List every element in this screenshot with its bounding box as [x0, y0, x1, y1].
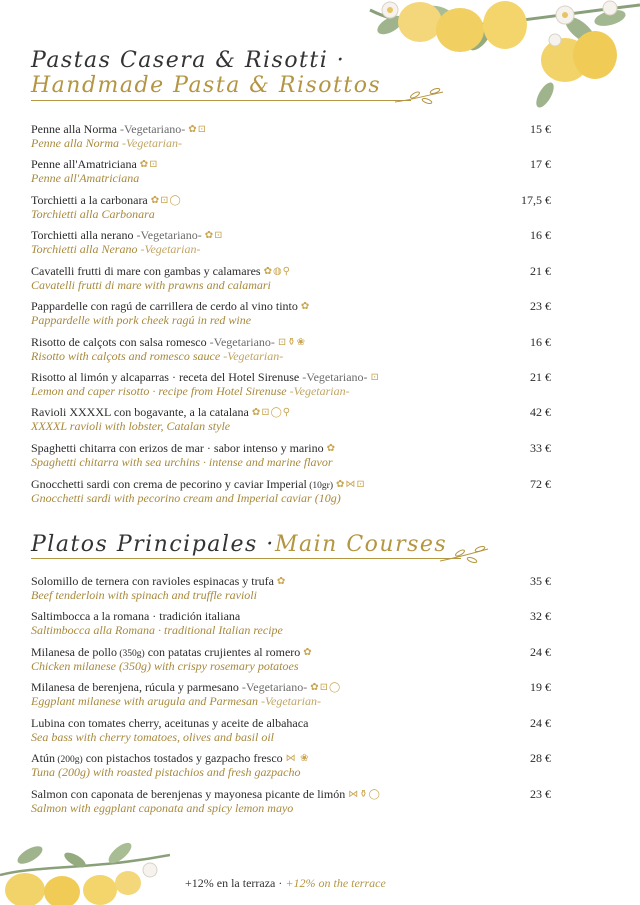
- dish-name-es: Penne all'Amatriciana ✿⊡: [31, 157, 159, 171]
- dish-price: 21 €: [530, 264, 551, 278]
- dish-name-en: Lemon and caper risotto · recipe from Hotel Sirenuse -Vegetarian-: [31, 384, 350, 398]
- dish-name-es: Lubina con tomates cherry, aceitunas y aceite de albahaca: [31, 716, 309, 730]
- dish-price: 28 €: [530, 751, 551, 765]
- menu-item: [31, 228, 551, 257]
- dish-name-es: Ravioli XXXXL con bogavante, a la catalana ✿⊡◯⚲: [31, 405, 292, 419]
- menu-item: [31, 441, 551, 470]
- dish-name-es: Gnocchetti sardi con crema de pecorino y caviar Imperial (10gr) ✿⋈⊡: [31, 477, 366, 491]
- terrace-surcharge-note: +12% en la terraza · +12% on the terrace: [185, 876, 386, 890]
- menu-item: [31, 787, 551, 816]
- dish-name-en: Torchietti alla Nerano -Vegetarian-: [31, 242, 201, 256]
- allergen-icons: ✿: [276, 576, 287, 587]
- menu-item: [31, 299, 551, 328]
- dish-name-en: Tuna (200g) with roasted pistachios and fresh gazpacho: [31, 765, 301, 779]
- menu-item: [31, 716, 551, 745]
- dish-price: 33 €: [530, 441, 551, 455]
- dish-price: 24 €: [530, 716, 551, 730]
- allergen-icons: ⋈⚱◯: [348, 789, 381, 800]
- dish-name-es: Penne alla Norma -Vegetariano- ✿⊡: [31, 122, 208, 136]
- title-underline: [31, 100, 411, 101]
- dish-name-es: Milanesa de pollo (350g) con patatas crujientes al romero ✿: [31, 645, 313, 659]
- menu-item: [31, 193, 551, 222]
- dish-name-es: Saltimbocca a la romana · tradición italiana: [31, 609, 241, 623]
- dish-name-en: Sea bass with cherry tomatoes, olives and basil oil: [31, 730, 274, 744]
- dish-name-es: Spaghetti chitarra con erizos de mar · sabor intenso y marino ✿: [31, 441, 336, 455]
- dish-name-es: Solomillo de ternera con ravioles espinacas y trufa ✿: [31, 574, 287, 588]
- menu-item: [31, 122, 551, 151]
- dish-name-es: Pappardelle con ragú de carrillera de cerdo al vino tinto ✿: [31, 299, 311, 313]
- dish-price: 23 €: [530, 787, 551, 801]
- dish-name-en: Penne all'Amatriciana: [31, 171, 140, 185]
- allergen-icons: ✿⊡: [139, 159, 159, 170]
- menu-item: [31, 574, 551, 603]
- allergen-icons: ✿⊡◯: [150, 195, 182, 206]
- menu-item: [31, 751, 551, 780]
- dish-name-en: XXXXL ravioli with lobster, Catalan style: [31, 419, 231, 433]
- dish-price: 21 €: [530, 370, 551, 384]
- dish-price: 16 €: [530, 335, 551, 349]
- dish-price: 17,5 €: [521, 193, 551, 207]
- allergen-icons: ✿⊡: [204, 230, 224, 241]
- dish-price: 42 €: [530, 405, 551, 419]
- dish-name-en: Spaghetti chitarra with sea urchins · intense and marine flavor: [31, 455, 333, 469]
- dish-name-es: Torchietti a la carbonara ✿⊡◯: [31, 193, 182, 207]
- allergen-icons: ✿: [300, 301, 311, 312]
- dish-price: 32 €: [530, 609, 551, 623]
- dish-name-en: Saltimbocca alla Romana · traditional Italian recipe: [31, 623, 283, 637]
- dish-name-en: Beef tenderloin with spinach and truffle ravioli: [31, 588, 257, 602]
- dish-name-es: Risotto de calçots con salsa romesco -Vegetariano- ⊡⚱❀: [31, 335, 307, 349]
- dish-price: 72 €: [530, 477, 551, 491]
- dish-name-en: Penne alla Norma -Vegetarian-: [31, 136, 182, 150]
- allergen-icons: ⋈ ❀: [285, 753, 310, 764]
- allergen-icons: ✿: [326, 443, 336, 454]
- title-underline: [31, 558, 461, 559]
- allergen-icons: ✿⋈⊡: [336, 479, 366, 490]
- allergen-icons: ⊡: [370, 372, 380, 383]
- olive-sprig-icon: [395, 88, 445, 108]
- dish-price: 16 €: [530, 228, 551, 242]
- dish-name-en: Eggplant milanese with arugula and Parmesan -Vegetarian-: [31, 694, 321, 708]
- section-main-title-en: Main Courses: [275, 532, 448, 557]
- allergen-icons: ✿⊡◯⚲: [251, 407, 292, 418]
- dish-name-es: Salmon con caponata de berenjenas y mayonesa picante de limón ⋈⚱◯: [31, 787, 381, 801]
- allergen-icons: ✿◍⚲: [263, 266, 292, 277]
- dish-name-es: Torchietti alla nerano -Vegetariano- ✿⊡: [31, 228, 224, 242]
- allergen-icons: ⊡⚱❀: [277, 337, 307, 348]
- dish-price: 23 €: [530, 299, 551, 313]
- menu-item: [31, 609, 551, 638]
- dish-name-es: Atún (200g) con pistachos tostados y gazpacho fresco ⋈ ❀: [31, 751, 310, 765]
- dish-price: 15 €: [530, 122, 551, 136]
- allergen-icons: ✿⊡◯: [310, 682, 342, 693]
- dish-price: 19 €: [530, 680, 551, 694]
- dish-name-es: Risotto al limón y alcaparras · receta del Hotel Sirenuse -Vegetariano- ⊡: [31, 370, 380, 384]
- section-pasta-title-es: Pastas Casera & Risotti ·: [31, 48, 346, 73]
- olive-sprig-icon: [440, 545, 490, 567]
- menu-item: [31, 477, 551, 506]
- dish-name-es: Milanesa de berenjena, rúcula y parmesano -Vegetariano- ✿⊡◯: [31, 680, 342, 694]
- menu-item: [31, 157, 551, 186]
- dish-name-en: Torchietti alla Carbonara: [31, 207, 155, 221]
- dish-price: 17 €: [530, 157, 551, 171]
- menu-item: [31, 264, 551, 293]
- dish-name-en: Cavatelli frutti di mare with prawns and calamari: [31, 278, 271, 292]
- menu-item: [31, 680, 551, 709]
- allergen-icons: ✿: [303, 647, 313, 658]
- dish-price: 24 €: [530, 645, 551, 659]
- menu-item: [31, 335, 551, 364]
- lemon-branch-illustration: [0, 835, 170, 905]
- dish-name-es: Cavatelli frutti di mare con gambas y calamares ✿◍⚲: [31, 264, 292, 278]
- dish-name-en: Salmon with eggplant caponata and spicy lemon mayo: [31, 801, 294, 815]
- lemon-branch-illustration: [310, 0, 640, 120]
- dish-name-en: Pappardelle with pork cheek ragú in red wine: [31, 313, 252, 327]
- dish-name-en: Risotto with calçots and romesco sauce -Vegetarian-: [31, 349, 284, 363]
- dish-price: 35 €: [530, 574, 551, 588]
- allergen-icons: ✿⊡: [188, 124, 208, 135]
- dish-name-en: Gnocchetti sardi with pecorino cream and Imperial caviar (10g): [31, 491, 341, 505]
- dish-name-en: Chicken milanese (350g) with crispy rosemary potatoes: [31, 659, 299, 673]
- section-main-title-es: Platos Principales ·: [31, 532, 275, 557]
- menu-item: [31, 370, 551, 399]
- section-pasta-title-en: Handmade Pasta & Risottos: [31, 73, 382, 98]
- menu-item: [31, 405, 551, 434]
- menu-item: [31, 645, 551, 674]
